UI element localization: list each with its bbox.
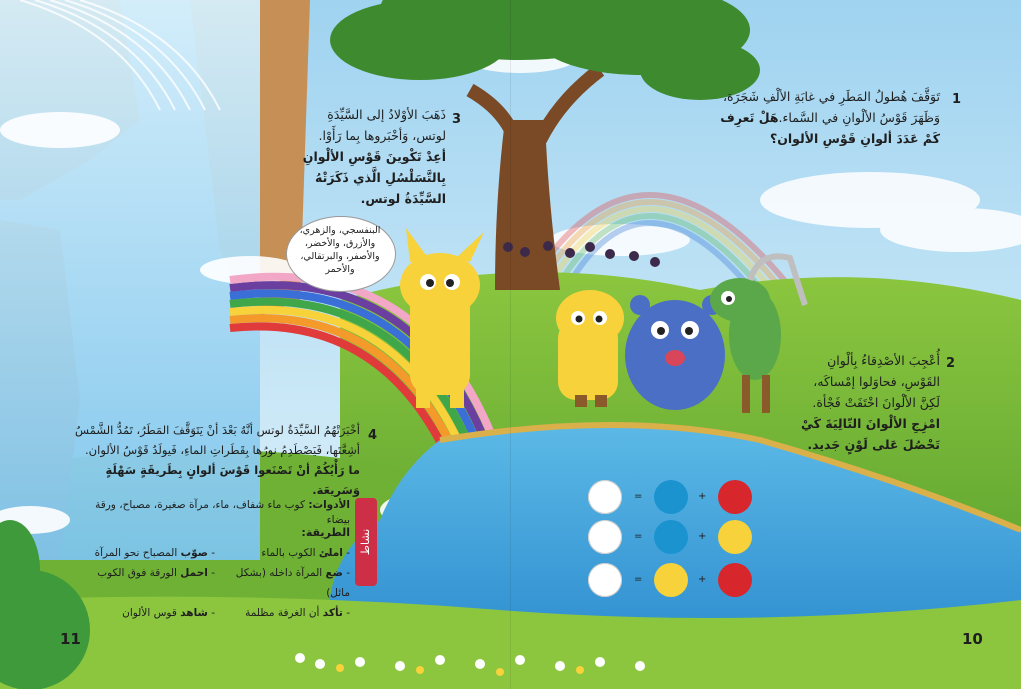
blue-bear-character [625, 295, 725, 410]
color-circle-b [654, 563, 688, 597]
step-text: الورقة فوق الكوب [97, 567, 177, 579]
section-2-line-1: أُعْجِبَ الأصْدِقاءُ بِألْوانِ [827, 353, 940, 368]
section-1-question: هَلْ تَعرِف [720, 110, 779, 125]
step-item: - تأكد أن الغرفة مظلمة [245, 607, 350, 619]
result-circle[interactable] [588, 520, 622, 554]
step-verb: صوّب [180, 547, 208, 559]
step-item: - احمل الورقة فوق الكوب [97, 567, 215, 579]
section-3-line-2: لوتس، وَأخْبَروها بِما رَأَوْا. [318, 128, 446, 143]
speech-line-1: البنفسجي، والزهري، [299, 225, 381, 236]
color-mix-row-1 [588, 480, 758, 514]
color-circle-a [718, 563, 752, 597]
section-2-line-5 [770, 434, 940, 455]
activity-tools [80, 498, 350, 528]
section-4-line-1: أخْبَرَتْهُمُ السَّيِّدَةُ لوتس أنَّهُ بَعْدَ أنْ يَتَوَقَّفَ المَطَرُ، تَمُدُّ الشَّمْسُ [75, 423, 360, 437]
section-1-line-2-plain: وَظَهَرَ قَوْسُ الألْوانِ في السَّماء. [778, 110, 940, 125]
plus-sign: + [698, 531, 707, 542]
step-item: - شاهد قوس الألوان [122, 607, 215, 619]
equals-sign: = [634, 574, 643, 585]
speech-line-4: والأحمر [325, 264, 355, 275]
step-verb: احمل [180, 567, 208, 579]
section-2-line-2: القَوْسِ، فحاوَلوا إمْساكَه، [813, 374, 940, 389]
method-label: الطريقة: [301, 526, 350, 539]
section-2-number: 2 [946, 356, 956, 371]
equals-sign: = [634, 491, 643, 502]
plus-sign: + [698, 574, 707, 585]
step-text: أن الغرفة مظلمة [245, 607, 320, 619]
section-3-number: 3 [452, 112, 462, 127]
step-text: المرآة داخله (بشكل مائل) [235, 567, 350, 599]
activity-steps [80, 543, 350, 623]
section-3-line-1: ذَهَبَ الأوْلادُ إلى السَّيِّدَةِ [327, 107, 446, 122]
section-3-line-3 [270, 146, 446, 167]
section-3-instruction-2: بِالتَّسَلْسُلِ الَّذي ذَكَرَتْهُ [315, 170, 446, 185]
section-1-text [700, 86, 940, 149]
step-text: المصباح نحو المرآة [94, 547, 178, 559]
step-verb: ضع [325, 567, 343, 579]
step-verb: شاهد [180, 607, 208, 619]
section-1-line-1: تَوَقَّفَ هُطولُ المَطَرِ في غابَةِ الألْفِ شَجَرَة، [722, 89, 940, 104]
step-verb: تأكد [322, 607, 343, 619]
section-3-instruction-1: أعِدْ تَكْوينَ قَوْسِ الألْوانِ [302, 149, 446, 164]
color-circle-a [718, 480, 752, 514]
page-number-left: 11 [60, 630, 81, 648]
section-3-instruction-3: السَّيِّدَةُ لوتس. [360, 191, 446, 206]
color-mix-row-2 [588, 520, 758, 554]
color-mix-row-3 [588, 563, 758, 597]
equals-sign: = [634, 531, 643, 542]
section-3-line-5 [270, 188, 446, 209]
section-4-question: ما رَأْيُكُمْ أنْ تَصْنَعوا قَوْسَ ألوانٍ بِطَريقَةٍ سَهْلَةٍ وَسَريعَة. [105, 463, 360, 497]
step-verb: املئ [318, 547, 343, 559]
step-text: الكوب بالماء [261, 547, 316, 559]
activity-tab-label: نشاط [359, 528, 372, 556]
page-fold [510, 0, 511, 689]
speech-line-3: والأصفر، والبرتقالي، [300, 251, 380, 262]
speech-line-2: والأزرق، والأخضر، [304, 238, 376, 249]
section-3-text [270, 104, 446, 209]
section-1-question-2: كَمْ عَدَدَ ألوانِ قَوْسِ الألوان؟ [769, 131, 940, 146]
page-number-right: 10 [962, 630, 983, 648]
section-3-line-4 [270, 167, 446, 188]
section-1-number: 1 [952, 92, 962, 107]
color-circle-b [654, 520, 688, 554]
section-4-text [60, 420, 360, 500]
section-2-instruction-2: تَحْصُلَ عَلى لَوْنٍ جَديد. [807, 437, 940, 452]
color-circle-b [654, 480, 688, 514]
color-circle-a [718, 520, 752, 554]
section-2-text [770, 350, 940, 455]
tools-label: الأدوات: [308, 499, 350, 511]
plus-sign: + [698, 491, 707, 502]
step-item: - صوّب المصباح نحو المرآة [94, 547, 215, 559]
step-item: - املئ الكوب بالماء [261, 547, 350, 559]
section-1-line-3 [700, 128, 940, 149]
section-1-line-2 [700, 107, 940, 128]
small-yellow-cat-character [556, 290, 624, 407]
step-text: قوس الألوان [122, 607, 177, 619]
activity-tab [355, 498, 377, 586]
result-circle[interactable] [588, 480, 622, 514]
step-item: - ضع المرآة داخله (بشكل مائل) [235, 567, 350, 599]
section-2-line-4 [770, 413, 940, 434]
section-2-instruction: امْزِجِ الألْوانَ التّالِيَةَ كَيْ [800, 416, 940, 431]
tools-text: كوب ماء شفاف، ماء، مرآة صغيرة، مصباح، ورقة بيضاء [95, 499, 350, 526]
section-2-line-3: لَكِنَّ الألْوانَ اخْتَفَتْ فَجْأة. [812, 395, 940, 410]
section-4-number: 4 [368, 428, 378, 443]
section-4-line-3 [60, 460, 360, 500]
section-4-line-2: أشِعَّتَها، فَيَصْطَدِمُ نورُها بِقَطَراتِ الماءِ، فَيولَدُ قَوْسُ الألوان. [85, 443, 360, 457]
result-circle[interactable] [588, 563, 622, 597]
speech-bubble-text [292, 224, 388, 276]
